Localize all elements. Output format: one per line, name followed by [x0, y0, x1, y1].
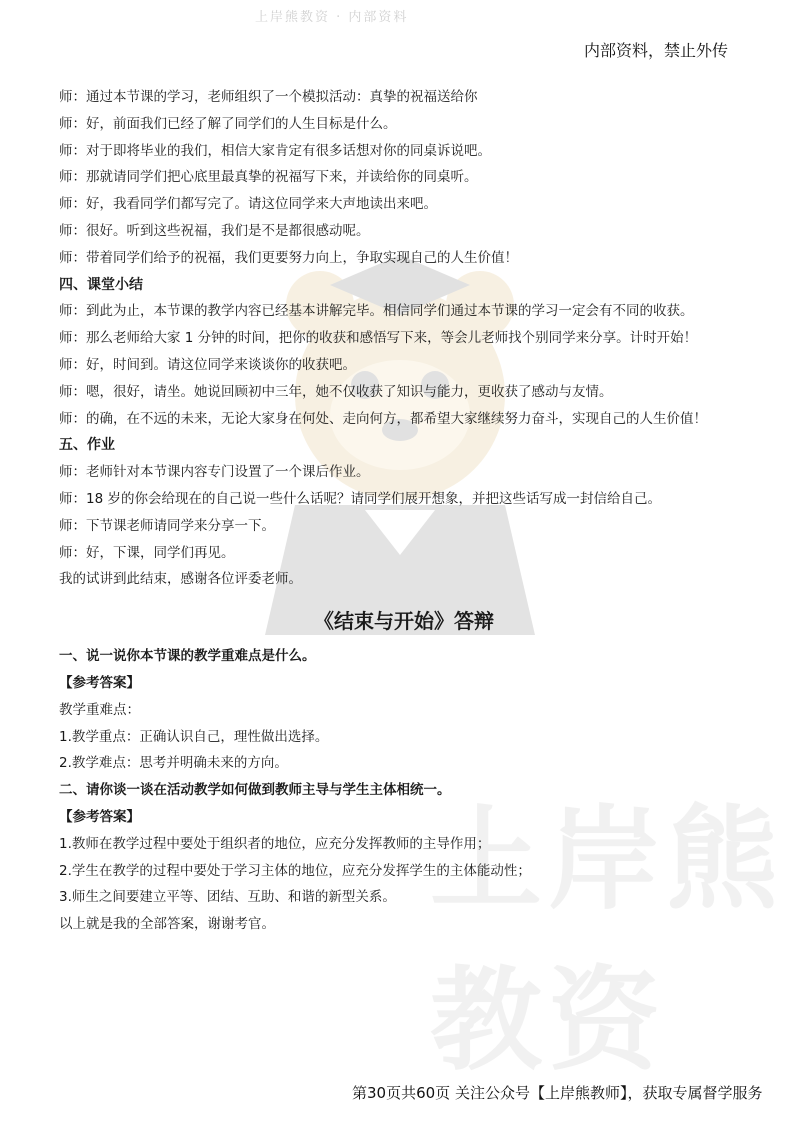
section-heading-summary: 四、课堂小结	[59, 276, 143, 293]
dialogue-line: 师：好，下课，同学们再见。	[59, 544, 235, 561]
answer-line: 2.教学难点：思考并明确未来的方向。	[59, 755, 288, 772]
dialogue-line: 师：好，时间到。请这位同学来谈谈你的收获吧。	[59, 356, 356, 373]
confidential-note: 内部资料，禁止外传	[583, 41, 728, 60]
dialogue-line: 师：嗯，很好，请坐。她说回顾初中三年，她不仅收获了知识与能力，更收获了感动与友情。	[59, 383, 613, 400]
document-body	[59, 84, 749, 938]
watermark-text: 上岸熊教资	[430, 795, 784, 1086]
dialogue-line: 师：好，我看同学们都写完了。请这位同学来大声地读出来吧。	[59, 196, 437, 213]
dialogue-line: 师：那么老师给大家 1 分钟的时间，把你的收获和感悟写下来，等会儿老师找个别同学来分享。计时开始！	[59, 330, 698, 347]
answer-line: 1.教师在教学过程中要处于组织者的地位，应充分发挥教师的主导作用；	[59, 835, 491, 852]
answer-label: 【参考答案】	[59, 808, 140, 825]
dialogue-line: 师：对于即将毕业的我们，相信大家肯定有很多话想对你的同桌诉说吧。	[59, 142, 491, 159]
defense-title: 《结束与开始》答辩	[314, 609, 494, 634]
dialogue-line: 师：带着同学们给予的祝福，我们更要努力向上，争取实现自己的人生价值！	[59, 249, 518, 266]
dialogue-line: 师：到此为止，本节课的教学内容已经基本讲解完毕。相信同学们通过本节课的学习一定会有不同的收获。	[59, 303, 694, 320]
answer-line: 3.师生之间要建立平等、团结、互助、和谐的新型关系。	[59, 889, 396, 906]
dialogue-block	[59, 84, 749, 272]
answer-label: 【参考答案】	[59, 674, 140, 691]
dialogue-line: 师：好，前面我们已经了解了同学们的人生目标是什么。	[59, 115, 397, 132]
dialogue-line: 师：很好。听到这些祝福，我们是不是都很感动呢。	[59, 222, 370, 239]
dialogue-line: 师：的确，在不远的未来，无论大家身在何处、走向何方，都希望大家继续努力奋斗，实现自己的人生价值！	[59, 410, 707, 427]
defense-question-2: 二、请你谈一谈在活动教学如何做到教师主导与学生主体相统一。	[59, 782, 451, 799]
page-footer: 第30页共60页 关注公众号【上岸熊教师】，获取专属督学服务	[352, 1084, 763, 1102]
answer-line: 以上就是我的全部答案，谢谢考官。	[59, 916, 275, 933]
answer-line: 1.教学重点：正确认识自己，理性做出选择。	[59, 728, 329, 745]
top-banner-text: 上岸熊教资 · 内部资料	[255, 10, 409, 25]
answer-line: 教学重难点：	[59, 701, 140, 718]
dialogue-line: 师：老师针对本节课内容专门设置了一个课后作业。	[59, 464, 370, 481]
section-heading-homework: 五、作业	[59, 437, 115, 454]
defense-question-1: 一、说一说你本节课的教学重难点是什么。	[59, 648, 316, 665]
dialogue-line: 师：下节课老师请同学来分享一下。	[59, 517, 275, 534]
answer-line: 2.学生在教学的过程中要处于学习主体的地位，应充分发挥学生的主体能动性；	[59, 862, 531, 879]
dialogue-line: 师：18 岁的你会给现在的自己说一些什么话呢？请同学们展开想象，并把这些话写成一封信给自己。	[59, 490, 661, 507]
dialogue-line: 师：那就请同学们把心底里最真挚的祝福写下来，并读给你的同桌听。	[59, 169, 478, 186]
closing-line: 我的试讲到此结束，感谢各位评委老师。	[59, 571, 302, 588]
dialogue-line: 师：通过本节课的学习，老师组织了一个模拟活动：真挚的祝福送给你	[59, 89, 478, 105]
